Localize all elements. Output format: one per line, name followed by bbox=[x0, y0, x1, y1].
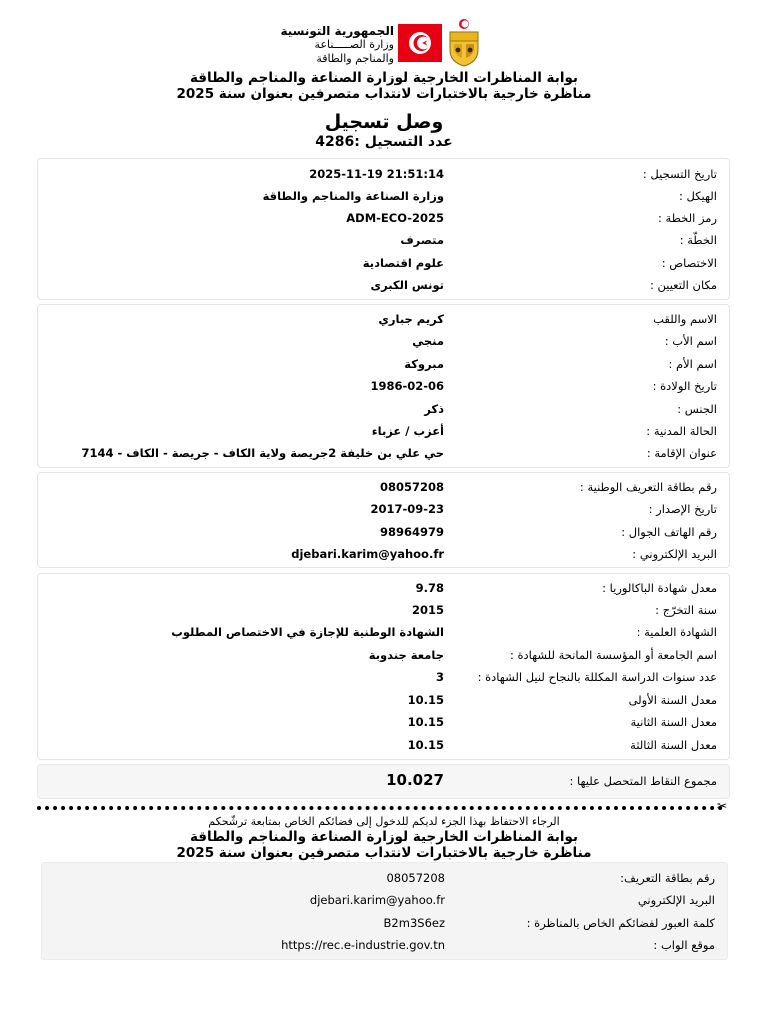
info-row bbox=[38, 522, 729, 544]
credential-row bbox=[42, 868, 727, 890]
field-value: متصرف bbox=[400, 233, 444, 247]
field-value: 9.78 bbox=[415, 581, 444, 595]
field-label: اسم الأب : bbox=[664, 334, 717, 348]
field-label: الجنس : bbox=[677, 402, 717, 416]
contest-title: مناظرة خارجية بالاختبارات لانتداب متصرفين بعنوان سنة 2025 bbox=[176, 86, 592, 102]
registration-info-card bbox=[37, 158, 730, 300]
field-label: الخطّة : bbox=[679, 233, 717, 247]
info-row bbox=[38, 208, 729, 230]
field-label: تاريخ الولادة : bbox=[652, 379, 717, 393]
field-value: 3 bbox=[435, 670, 444, 684]
keep-note: الرجاء الاحتفاظ بهذا الجزء لديكم للدخول إلى فضائكم الخاص بمتابعة ترشّحكم bbox=[208, 815, 560, 828]
field-value: حي علي بن خليفة 2جريصة ولاية الكاف - جريصة - الكاف - 7144 bbox=[81, 446, 444, 460]
access-credentials-card bbox=[41, 862, 728, 960]
registration-number: عدد التسجيل :4286 bbox=[315, 134, 453, 150]
field-value: 10.15 bbox=[407, 715, 444, 729]
field-value: مبروكة bbox=[404, 357, 444, 371]
field-label: الهيكل : bbox=[678, 189, 717, 203]
info-row bbox=[38, 309, 729, 331]
info-row bbox=[38, 253, 729, 275]
field-label: عنوان الإقامة : bbox=[646, 446, 717, 460]
credential-label: كلمة العبور لفضائكم الخاص بالمناظرة : bbox=[526, 916, 715, 930]
field-value: 98964979 bbox=[379, 525, 444, 539]
field-value: كريم جباري bbox=[378, 312, 444, 326]
credential-label: البريد الإلكتروني bbox=[637, 893, 715, 907]
field-label: معدل السنة الثانية bbox=[630, 715, 717, 729]
field-label: البريد الإلكتروني : bbox=[632, 547, 717, 561]
field-value: ذكر bbox=[424, 402, 444, 416]
field-label: اسم الجامعة أو المؤسسة المانحة للشهادة : bbox=[509, 648, 717, 662]
cutoff-portal-title: بوابة المناظرات الخارجية لوزارة الصناعة والمناجم والطاقة bbox=[190, 829, 578, 845]
field-label: الحالة المدنية : bbox=[646, 424, 717, 438]
logo-line-republic: الجمهورية التونسية bbox=[280, 24, 394, 38]
info-row bbox=[38, 735, 729, 757]
website-link[interactable]: https://rec.e-industrie.gov.tn bbox=[281, 938, 445, 952]
field-value: 08057208 bbox=[379, 480, 444, 494]
credential-value: B2m3S6ez bbox=[383, 916, 445, 930]
info-row bbox=[38, 690, 729, 712]
info-row bbox=[38, 275, 729, 297]
info-row bbox=[38, 622, 729, 644]
field-label: معدل السنة الثالثة bbox=[630, 738, 717, 752]
info-row bbox=[38, 645, 729, 667]
field-label: تاريخ الإصدار : bbox=[648, 502, 717, 516]
scissors-icon: ✂ bbox=[717, 799, 728, 813]
info-row bbox=[38, 376, 729, 398]
info-row bbox=[38, 421, 729, 443]
field-value: أعزب / عزباء bbox=[371, 424, 444, 438]
field-label: عدد سنوات الدراسة المكللة بالنجاح لنيل الشهادة : bbox=[477, 670, 717, 684]
info-row bbox=[38, 578, 729, 600]
info-row bbox=[38, 600, 729, 622]
total-score-label: مجموع النقاط المتحصل عليها : bbox=[569, 774, 717, 788]
education-info-card bbox=[37, 573, 730, 760]
field-value: علوم اقتصادية bbox=[362, 256, 444, 270]
total-score-card bbox=[37, 764, 730, 799]
info-row bbox=[38, 667, 729, 689]
info-row bbox=[38, 544, 729, 566]
portal-title-block bbox=[0, 70, 768, 102]
info-row bbox=[38, 354, 729, 376]
credential-row bbox=[42, 935, 727, 957]
info-row bbox=[38, 443, 729, 465]
field-label: رمز الخطة : bbox=[658, 211, 717, 225]
logo-line-ministry: وزارة الصـــــناعة bbox=[314, 38, 394, 51]
field-value: djebari.karim@yahoo.fr bbox=[291, 547, 444, 561]
credential-label: رقم بطاقة التعريف: bbox=[620, 871, 715, 885]
field-value: منجي bbox=[412, 334, 444, 348]
info-row bbox=[38, 712, 729, 734]
credential-label: موقع الواب : bbox=[653, 938, 715, 952]
tunisia-flag-icon bbox=[398, 24, 442, 62]
field-label: الاسم واللقب bbox=[653, 312, 717, 326]
credential-value: 08057208 bbox=[386, 871, 445, 885]
receipt-heading bbox=[0, 110, 768, 150]
field-value: 2015 bbox=[411, 603, 444, 617]
personal-info-card bbox=[37, 304, 730, 468]
field-value: 1986-02-06 bbox=[370, 379, 444, 393]
info-row bbox=[38, 186, 729, 208]
field-label: اسم الأم : bbox=[668, 357, 717, 371]
field-value: 10.15 bbox=[407, 738, 444, 752]
field-label: معدل شهادة الباكالوريا : bbox=[602, 581, 717, 595]
info-row bbox=[38, 164, 729, 186]
portal-title: بوابة المناظرات الخارجية لوزارة الصناعة والمناجم والطاقة bbox=[190, 70, 578, 86]
field-value: جامعة جندوبة bbox=[368, 648, 444, 662]
field-label: رقم بطاقة التعريف الوطنية : bbox=[579, 480, 717, 494]
field-value: ADM-ECO-2025 bbox=[346, 211, 444, 225]
credential-row bbox=[42, 890, 727, 912]
info-row bbox=[38, 499, 729, 521]
page-header bbox=[0, 18, 768, 70]
tunisia-coat-of-arms-icon bbox=[446, 18, 482, 68]
credential-value: djebari.karim@yahoo.fr bbox=[309, 893, 445, 907]
credential-row bbox=[42, 913, 727, 935]
field-label: تاريخ التسجيل : bbox=[642, 167, 717, 181]
logo-line-ministry-2: والمناجم والطاقة bbox=[316, 52, 394, 65]
field-label: مكان التعيين : bbox=[649, 278, 717, 292]
field-value: وزارة الصناعة والمناجم والطاقة bbox=[262, 189, 444, 203]
info-row bbox=[38, 331, 729, 353]
info-row bbox=[38, 477, 729, 499]
field-value: تونس الكبرى bbox=[370, 278, 444, 292]
total-score-value: 10.027 bbox=[386, 771, 444, 789]
receipt-title: وصل تسجيل bbox=[324, 111, 444, 133]
field-value: 10.15 bbox=[407, 693, 444, 707]
ministry-logo-text bbox=[274, 24, 394, 66]
field-value: 2017-09-23 bbox=[370, 502, 444, 516]
field-label: معدل السنة الأولى bbox=[628, 693, 717, 707]
cutoff-contest-title: مناظرة خارجية بالاختبارات لانتداب متصرفين بعنوان سنة 2025 bbox=[176, 845, 592, 861]
info-row bbox=[38, 230, 729, 252]
field-value: الشهادة الوطنية للإجازة في الاختصاص المطلوب bbox=[171, 625, 444, 639]
info-row bbox=[38, 399, 729, 421]
field-value: 2025-11-19 21:51:14 bbox=[309, 167, 444, 181]
field-label: الاختصاص : bbox=[661, 256, 717, 270]
cutoff-title-block bbox=[0, 829, 768, 861]
field-label: الشهادة العلمية : bbox=[636, 625, 717, 639]
contact-info-card bbox=[37, 472, 730, 568]
field-label: سنة التخرّج : bbox=[655, 603, 717, 617]
info-row bbox=[38, 771, 729, 793]
field-label: رقم الهاتف الجوال : bbox=[621, 525, 717, 539]
cut-line bbox=[37, 806, 723, 810]
